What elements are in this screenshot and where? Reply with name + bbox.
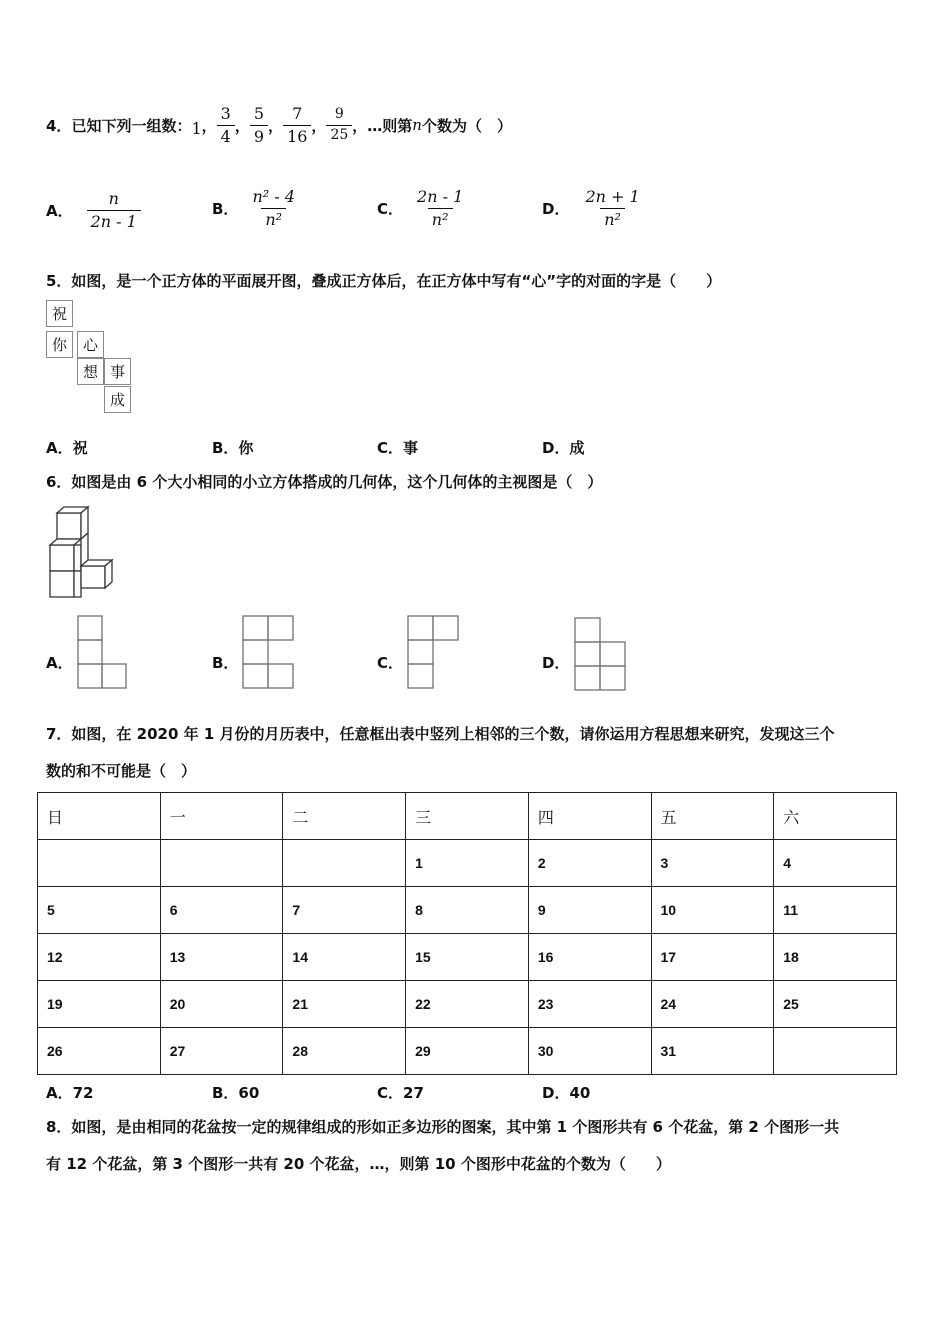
q7-option-c[interactable]: C．27 [377,1084,424,1102]
calendar-day-cell: 29 [406,1028,529,1075]
calendar-week-row [38,840,897,887]
q5-option-a[interactable]: A．祝 [46,439,88,457]
q5-option-d[interactable]: D．成 [542,439,585,457]
net-cell: 想 [77,358,104,385]
q4-fraction-2: $\frac{5}{9}$ [250,105,268,145]
q4-suffix-a: ，…则第 [352,116,413,135]
calendar-table [37,792,897,1075]
q6-option-b-label[interactable]: B． [212,654,239,672]
question-5-text: 5．如图，是一个正方体的平面展开图，叠成正方体后，在正方体中写有“心”字的对面的字是（ ） [46,272,722,290]
q6-option-d-label[interactable]: D． [542,654,570,672]
q4-comma: ， [234,116,250,135]
calendar-day-cell: 24 [651,981,774,1028]
calendar-day-cell: 12 [38,934,161,981]
question-4 [46,105,512,145]
calendar-day-cell: 22 [406,981,529,1028]
cube-net-figure [46,300,136,420]
calendar-header-cell: 四 [528,793,651,840]
calendar-day-cell: 2 [528,840,651,887]
question-8-line-1: 8．如图，是由相同的花盆按一定的规律组成的形如正多边形的图案，其中第 1 个图形共有 6 个花盆，第 2 个图形一共 [46,1118,840,1136]
net-cell: 心 [77,331,104,358]
q6-option-b-view[interactable] [242,615,296,690]
q7-option-b[interactable]: B．60 [212,1084,260,1102]
option-label: D． [542,199,570,218]
calendar-day-cell: 6 [160,887,283,934]
calendar-day-cell: 5 [38,887,161,934]
calendar-header-cell: 五 [651,793,774,840]
calendar-week-row [38,934,897,981]
calendar-day-cell: 28 [283,1028,406,1075]
q4-suffix-b: 个数为（ ） [421,116,512,135]
q4-fraction-1: $\frac{3}{4}$ [217,105,235,145]
calendar-header-cell: 三 [406,793,529,840]
calendar-day-cell: 11 [774,887,897,934]
q6-option-a-label[interactable]: A． [46,654,73,672]
q4-variable-n: n [412,116,422,135]
calendar-header-cell: 六 [774,793,897,840]
net-cell: 事 [104,358,131,385]
calendar-day-cell: 10 [651,887,774,934]
calendar-day-cell: 17 [651,934,774,981]
q4-fraction-4: $\frac{9}{25}$ [326,107,352,143]
calendar-day-cell: 13 [160,934,283,981]
q6-option-c-view[interactable] [407,615,461,690]
calendar-day-cell: 31 [651,1028,774,1075]
calendar-header-cell: 日 [38,793,161,840]
q6-option-a-view[interactable] [77,615,129,690]
calendar-day-cell [160,840,283,887]
option-fraction: $\frac{n}{2n - 1}$ [87,190,141,230]
cube-stack-figure [44,505,119,600]
calendar-week-row [38,887,897,934]
calendar-day-cell: 20 [160,981,283,1028]
q4-prefix: 已知下列一组数： [71,116,192,135]
q4-option-a[interactable] [46,190,141,230]
net-cell: 成 [104,386,131,413]
calendar-day-cell: 4 [774,840,897,887]
calendar-day-cell: 8 [406,887,529,934]
calendar-day-cell [283,840,406,887]
q4-option-b[interactable] [212,188,299,228]
q4-comma: ， [311,116,327,135]
calendar-day-cell: 27 [160,1028,283,1075]
net-cell: 祝 [46,300,73,327]
net-cell: 你 [46,331,73,358]
calendar-day-cell [774,1028,897,1075]
calendar-day-cell: 3 [651,840,774,887]
option-fraction: $\frac{2n + 1}{\text{n²}}$ [585,187,640,229]
option-fraction: $\frac{2n - 1}{\text{n²}}$ [417,187,464,229]
calendar-day-cell: 19 [38,981,161,1028]
option-fraction: $\frac{\text{n² - 4}}{\text{n²}}$ [252,187,295,229]
q4-option-c[interactable] [377,188,467,228]
calendar-day-cell: 23 [528,981,651,1028]
calendar-day-cell: 1 [406,840,529,887]
q4-fraction-3: $\frac{7}{16}$ [283,105,311,145]
calendar-header-cell: 一 [160,793,283,840]
calendar-week-row [38,1028,897,1075]
calendar-day-cell [38,840,161,887]
option-label: C． [377,199,404,218]
calendar-day-cell: 30 [528,1028,651,1075]
option-label: A． [46,201,73,220]
question-7-line-2: 数的和不可能是（ ） [46,762,197,780]
calendar-day-cell: 15 [406,934,529,981]
q7-option-d[interactable]: D．40 [542,1084,591,1102]
question-8-line-2: 有 12 个花盆，第 3 个图形一共有 20 个花盆，…，则第 10 个图形中花盆的个数为（ ） [46,1155,671,1173]
calendar-day-cell: 25 [774,981,897,1028]
q4-comma: ， [201,116,217,135]
q4-option-d[interactable] [542,188,644,228]
q4-comma: ， [268,116,284,135]
calendar-header-row [38,793,897,840]
calendar-header-cell: 二 [283,793,406,840]
calendar-day-cell: 21 [283,981,406,1028]
calendar-day-cell: 16 [528,934,651,981]
q4-first-term: 1 [191,118,202,138]
option-label: B． [212,199,239,218]
q4-label: 4． [46,116,72,135]
q5-option-c[interactable]: C．事 [377,439,419,457]
calendar-day-cell: 7 [283,887,406,934]
question-7-line-1: 7．如图，在 2020 年 1 月份的月历表中，任意框出表中竖列上相邻的三个数，请你运用方程思想来研究，发现这三个 [46,725,835,743]
calendar-day-cell: 18 [774,934,897,981]
q6-option-d-view[interactable] [574,617,628,692]
calendar-day-cell: 9 [528,887,651,934]
question-6-text: 6．如图是由 6 个大小相同的小立方体搭成的几何体，这个几何体的主视图是（ ） [46,473,603,491]
calendar-day-cell: 26 [38,1028,161,1075]
q6-option-c-label[interactable]: C． [377,654,404,672]
q7-option-a[interactable]: A．72 [46,1084,94,1102]
calendar-week-row [38,981,897,1028]
calendar-day-cell: 14 [283,934,406,981]
q5-option-b[interactable]: B．你 [212,439,254,457]
